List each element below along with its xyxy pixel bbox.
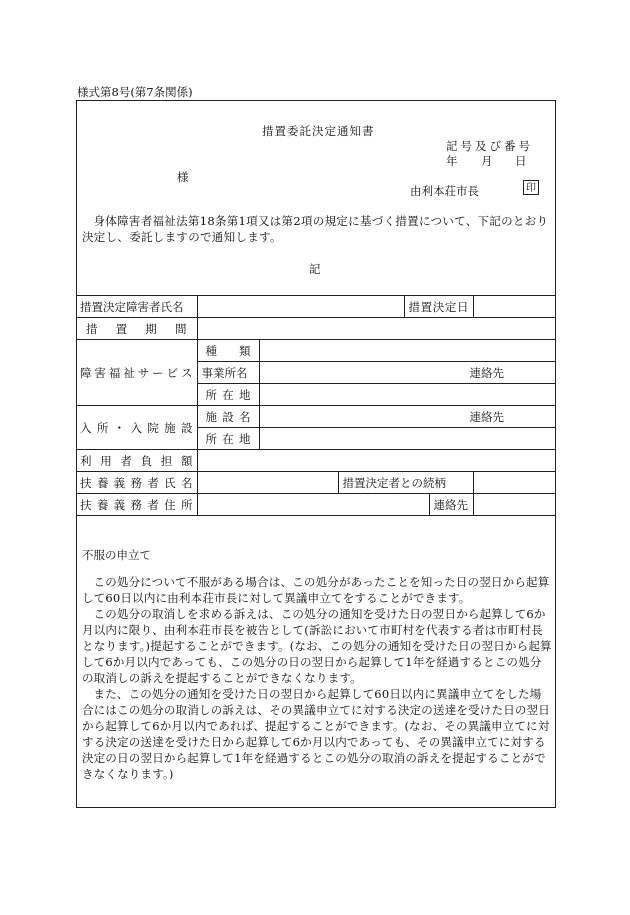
table-row [76, 406, 556, 428]
document-title: 措置委託決定通知書 [262, 124, 375, 138]
supporter-name-label: 扶養義務者氏名 [76, 472, 197, 494]
table-row [76, 296, 556, 318]
appeal-paragraph-3: また、この処分の通知を受けた日の翌日から起算して60日以内に異議申立てをした場合にはこの処分の取消しの訴えは、その異議申立てに対する決定の送達を受けた日の翌日から起算して6か月以内であれば、提起することができます。(なお、その異議申立てに対する決定の送達を受けた日から起算して6か月以内であっても、その異議申立てに対する決定の日の翌日から起算して1年を経過するとこの処分の取消の訴えを提起することができなくなります。) [82, 687, 550, 781]
appeal-section [82, 574, 552, 782]
kind-value[interactable] [259, 340, 556, 362]
office-name-label: 事業所名 [197, 362, 259, 384]
office-contact: 連絡先 [259, 362, 556, 384]
supporter-contact-value[interactable] [473, 494, 556, 516]
office-address-label: 所在地 [197, 384, 259, 406]
relation-value[interactable] [473, 472, 556, 494]
relation-label: 措置決定者との続柄 [338, 472, 473, 494]
seal-mark: 印 [523, 180, 539, 195]
period-label: 措置期間 [76, 318, 197, 340]
supporter-address-value[interactable] [197, 494, 429, 516]
facility-address-value[interactable] [259, 428, 556, 450]
table-row [76, 340, 556, 362]
date-year-label: 年 [446, 154, 458, 168]
user-charge-value[interactable] [197, 450, 556, 472]
appeal-heading: 不服の申立て [82, 548, 151, 562]
appeal-paragraph-1: この処分について不服がある場合は、この処分があったことを知った日の翌日から起算して60日以内に由利本荘市長に対して異議申立てをすることができます。 [82, 575, 550, 605]
form-number-label: 様式第8号(第7条関係) [77, 85, 193, 99]
details-table [76, 295, 556, 516]
table-row [76, 318, 556, 340]
person-name-label: 措置決定障害者氏名 [76, 296, 197, 318]
recipient-suffix: 様 [177, 170, 189, 184]
reference-number-label: 記号及び番号 [446, 139, 533, 153]
issuer-name: 由利本荘市長 [410, 184, 479, 198]
period-value[interactable] [197, 318, 556, 340]
kind-label: 種類 [197, 340, 259, 362]
facility-name-label: 施設名 [197, 406, 259, 428]
table-row [76, 472, 556, 494]
appeal-paragraph-2: この処分の取消しを求める訴えは、この処分の通知を受けた日の翌日から起算して6か月以内に限り、由利本荘市長を被告として(訴訟において市町村を代表する者は市町村長となります。)提起することができます。(なお、この処分の通知を受けた日の翌日から起算して6か月以内であっても、この処分の日の翌日から起算して1年を経過するとこの処分の取消しの訴えを提起することができなくなります。 [82, 607, 552, 685]
supporter-name-value[interactable] [197, 472, 338, 494]
notice-body: 身体障害者福祉法第18条第1項又は第2項の規定に基づく措置について、下記のとおり決定し、委託しますので通知します。 [82, 214, 549, 244]
table-row [76, 494, 556, 516]
facility-label: 入所・入院施設 [76, 406, 197, 450]
facility-address-label: 所在地 [197, 428, 259, 450]
ki-heading: 記 [309, 262, 321, 276]
date-day-label: 日 [515, 154, 527, 168]
service-label: 障害福祉サービス [76, 340, 197, 406]
facility-contact: 連絡先 [259, 406, 556, 428]
user-charge-label: 利用者負担額 [76, 450, 197, 472]
table-row [76, 450, 556, 472]
supporter-address-label: 扶養義務者住所 [76, 494, 197, 516]
decision-date-label: 措置決定日 [404, 296, 473, 318]
person-name-value[interactable] [197, 296, 404, 318]
decision-date-value[interactable] [473, 296, 556, 318]
supporter-contact-label: 連絡先 [429, 494, 473, 516]
office-address-value[interactable] [259, 384, 556, 406]
date-month-label: 月 [481, 154, 493, 168]
